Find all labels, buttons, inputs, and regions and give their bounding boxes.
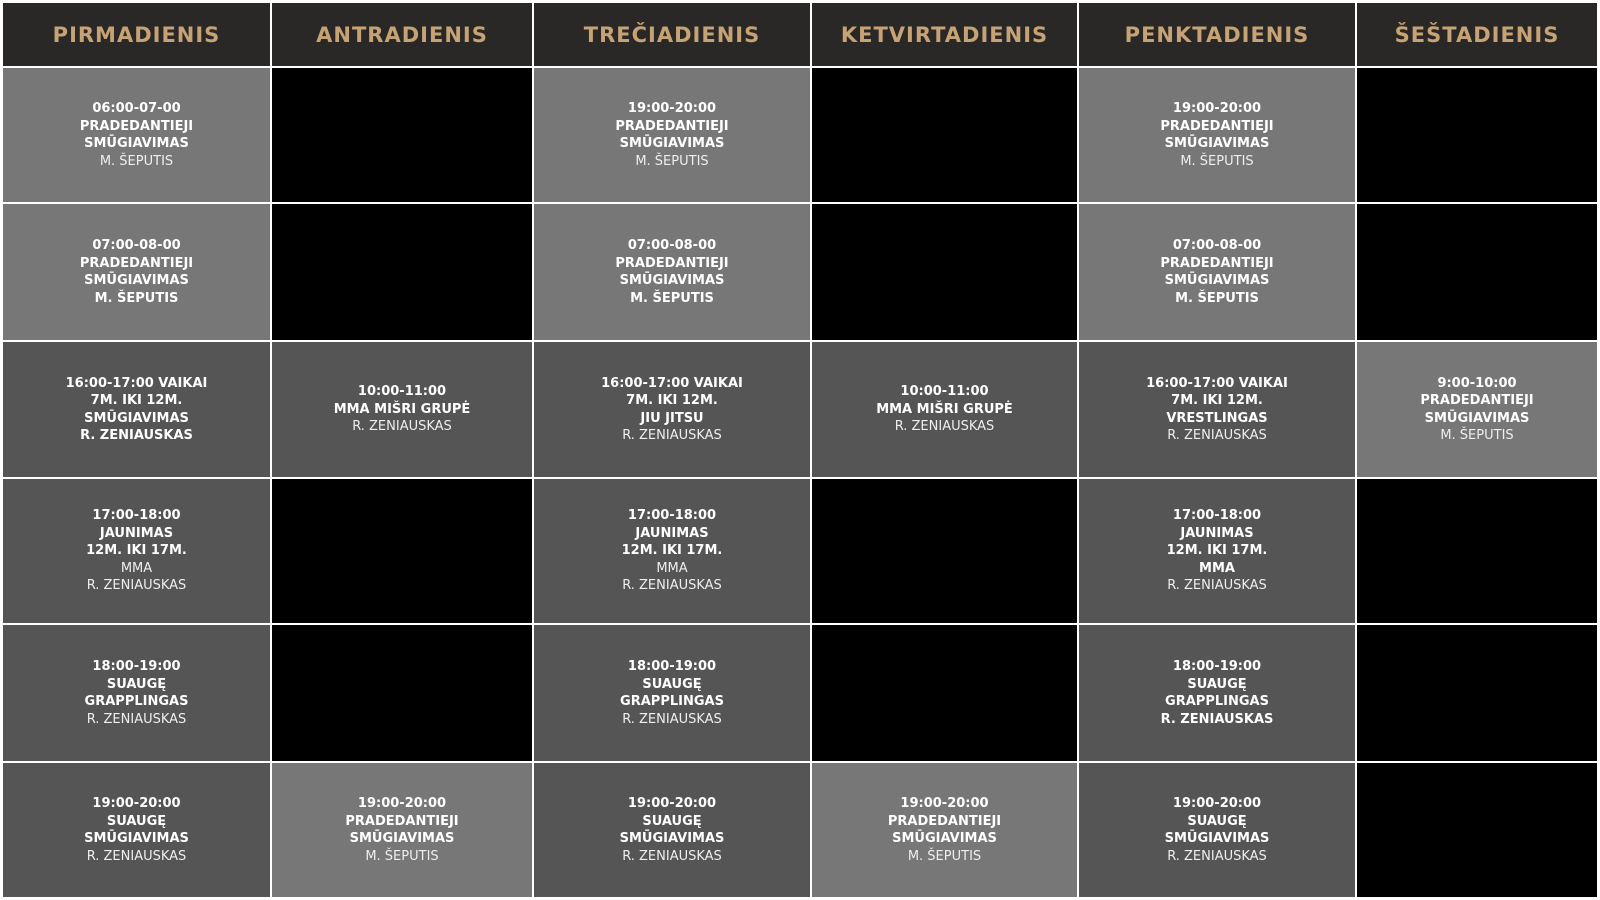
class-slot-line: 19:00-20:00 bbox=[357, 796, 447, 811]
class-slot-line: 17:00-18:00 bbox=[92, 508, 181, 524]
class-slot bbox=[534, 625, 810, 761]
class-slot-line: R. ZENIAUSKAS bbox=[1167, 428, 1267, 443]
class-slot-line: 12M. IKI 17M. bbox=[1166, 543, 1268, 559]
class-slot-line: R. ZENIAUSKAS bbox=[86, 711, 187, 727]
class-slot-line: 07:00-08-00 bbox=[92, 238, 181, 253]
empty-slot bbox=[812, 479, 1077, 623]
class-slot bbox=[272, 342, 532, 477]
class-slot-line: M. ŠEPUTIS bbox=[99, 153, 174, 169]
class-slot-line: SMŪGIAVIMAS bbox=[1164, 831, 1270, 846]
class-slot bbox=[534, 342, 810, 477]
class-slot bbox=[1079, 342, 1355, 477]
day-header: ŠEŠTADIENIS bbox=[1357, 3, 1597, 66]
class-slot-line: 17:00-18:00 bbox=[1172, 508, 1262, 524]
class-slot-line: SMŪGIAVIMAS bbox=[84, 410, 189, 426]
class-slot-line: SMŪGIAVIMAS bbox=[892, 831, 997, 846]
class-slot-line: M. ŠEPUTIS bbox=[630, 290, 714, 306]
class-slot-line: M. ŠEPUTIS bbox=[1440, 428, 1514, 443]
class-slot-line: 19:00-20:00 bbox=[1172, 101, 1262, 116]
class-slot-line: M. ŠEPUTIS bbox=[1180, 153, 1254, 169]
empty-slot bbox=[1357, 625, 1597, 761]
class-slot bbox=[534, 763, 810, 897]
class-slot-line: MMA MIŠRI GRUPĖ bbox=[876, 401, 1013, 417]
class-slot-line: 07:00-08-00 bbox=[627, 238, 717, 253]
class-slot-line: PRADEDANTIEJI bbox=[79, 118, 194, 134]
class-slot-line: PRADEDANTIEJI bbox=[887, 813, 1002, 829]
class-slot-line: PRADEDANTIEJI bbox=[79, 255, 194, 271]
class-slot-line: M. ŠEPUTIS bbox=[365, 848, 439, 864]
class-slot-line: 12M. IKI 17M. bbox=[86, 543, 187, 559]
class-slot-line: SUAUGĘ bbox=[642, 676, 702, 692]
empty-slot bbox=[272, 204, 532, 340]
class-slot-line: 18:00-19:00 bbox=[1172, 659, 1262, 674]
class-slot-line: 18:00-19:00 bbox=[627, 659, 717, 674]
class-slot-line: 07:00-08-00 bbox=[1172, 238, 1262, 253]
class-slot-line: SUAUGĘ bbox=[1187, 813, 1247, 829]
class-slot-line: 19:00-20:00 bbox=[92, 796, 181, 811]
class-slot-line: M. ŠEPUTIS bbox=[94, 290, 179, 306]
class-slot bbox=[3, 204, 270, 340]
class-slot-line: 16:00-17:00 VAIKAI bbox=[1146, 375, 1288, 391]
class-slot bbox=[3, 763, 270, 897]
class-slot-line: VRESTLINGAS bbox=[1166, 410, 1268, 426]
day-header: TREČIADIENIS bbox=[534, 3, 810, 66]
class-slot bbox=[1079, 479, 1355, 623]
class-slot-line: 18:00-19:00 bbox=[92, 659, 181, 674]
class-slot-line: GRAPPLINGAS bbox=[620, 694, 724, 709]
class-slot-line: 06:00-07-00 bbox=[92, 101, 181, 116]
class-slot-line: 19:00-20:00 bbox=[1172, 796, 1262, 811]
class-slot-line: SUAUGĘ bbox=[642, 813, 702, 829]
class-slot-line: SUAUGĘ bbox=[106, 676, 167, 692]
class-slot-line: PRADEDANTIEJI bbox=[1160, 118, 1274, 134]
class-slot-line: 16:00-17:00 VAIKAI bbox=[601, 375, 743, 391]
class-slot-line: 12M. IKI 17M. bbox=[621, 543, 723, 559]
class-slot-line: R. ZENIAUSKAS bbox=[1167, 848, 1267, 864]
class-slot bbox=[812, 763, 1077, 897]
class-slot bbox=[3, 625, 270, 761]
class-slot-line: SMŪGIAVIMAS bbox=[619, 136, 725, 151]
class-slot-line: PRADEDANTIEJI bbox=[1420, 393, 1534, 408]
empty-slot bbox=[1357, 68, 1597, 202]
class-slot-line: GRAPPLINGAS bbox=[84, 694, 189, 709]
empty-slot bbox=[1357, 204, 1597, 340]
class-slot-line: 19:00-20:00 bbox=[900, 796, 989, 811]
class-slot-line: SMŪGIAVIMAS bbox=[619, 831, 725, 846]
empty-slot bbox=[812, 625, 1077, 761]
class-slot bbox=[812, 342, 1077, 477]
empty-slot bbox=[812, 68, 1077, 202]
class-slot-line: R. ZENIAUSKAS bbox=[86, 578, 187, 594]
class-slot-line: SUAUGĘ bbox=[106, 813, 167, 829]
class-slot bbox=[3, 479, 270, 623]
class-slot-line: MMA bbox=[120, 560, 153, 576]
class-slot bbox=[272, 763, 532, 897]
class-slot-line: PRADEDANTIEJI bbox=[345, 813, 459, 829]
class-slot-line: SUAUGĘ bbox=[1187, 676, 1247, 692]
class-slot bbox=[3, 342, 270, 477]
class-slot-line: JAUNIMAS bbox=[1180, 525, 1254, 541]
class-slot-line: 7M. IKI 12M. bbox=[1171, 393, 1263, 408]
class-slot-line: 16:00-17:00 VAIKAI bbox=[65, 375, 208, 391]
class-slot-line: JAUNIMAS bbox=[99, 525, 174, 541]
class-slot-line: R. ZENIAUSKAS bbox=[80, 428, 193, 443]
class-slot bbox=[3, 68, 270, 202]
class-slot-line: SMŪGIAVIMAS bbox=[1424, 410, 1530, 426]
class-slot bbox=[1079, 68, 1355, 202]
class-slot-line: M. ŠEPUTIS bbox=[907, 848, 982, 864]
class-slot bbox=[534, 204, 810, 340]
empty-slot bbox=[812, 204, 1077, 340]
class-slot-line: MMA bbox=[656, 560, 688, 576]
class-slot-line: SMŪGIAVIMAS bbox=[84, 136, 189, 151]
class-slot-line: JAUNIMAS bbox=[635, 525, 709, 541]
class-slot bbox=[1079, 204, 1355, 340]
class-slot-line: PRADEDANTIEJI bbox=[1160, 255, 1274, 271]
class-slot-line: SMŪGIAVIMAS bbox=[349, 831, 455, 846]
class-slot-line: R. ZENIAUSKAS bbox=[622, 848, 722, 864]
class-slot-line: SMŪGIAVIMAS bbox=[619, 273, 725, 288]
class-slot bbox=[1079, 625, 1355, 761]
class-slot-line: R. ZENIAUSKAS bbox=[1167, 578, 1267, 594]
class-slot-line: 7M. IKI 12M. bbox=[90, 393, 183, 408]
class-slot-line: SMŪGIAVIMAS bbox=[1164, 273, 1270, 288]
class-slot-line: 19:00-20:00 bbox=[627, 101, 717, 116]
class-slot-line: MMA MIŠRI GRUPĖ bbox=[333, 401, 471, 417]
class-slot-line: R. ZENIAUSKAS bbox=[86, 848, 187, 864]
class-slot-line: R. ZENIAUSKAS bbox=[622, 428, 722, 443]
class-slot-line: SMŪGIAVIMAS bbox=[1164, 136, 1270, 151]
class-slot-line: 10:00-11:00 bbox=[900, 384, 989, 400]
class-slot-line: JIU JITSU bbox=[640, 410, 704, 426]
empty-slot bbox=[1357, 479, 1597, 623]
day-header: PENKTADIENIS bbox=[1079, 3, 1355, 66]
class-slot-line: M. ŠEPUTIS bbox=[635, 153, 709, 169]
class-slot-line: 10:00-11:00 bbox=[357, 384, 447, 400]
class-slot-line: PRADEDANTIEJI bbox=[615, 118, 729, 134]
class-slot-line: M. ŠEPUTIS bbox=[1175, 290, 1259, 306]
class-slot-line: 19:00-20:00 bbox=[627, 796, 717, 811]
class-slot-line: R. ZENIAUSKAS bbox=[622, 711, 722, 727]
class-slot-line: MMA bbox=[1199, 560, 1235, 576]
class-slot-line: 17:00-18:00 bbox=[627, 508, 717, 524]
day-header: ANTRADIENIS bbox=[272, 3, 532, 66]
empty-slot bbox=[272, 479, 532, 623]
class-slot-line: R. ZENIAUSKAS bbox=[352, 419, 452, 435]
class-slot-line: R. ZENIAUSKAS bbox=[1160, 711, 1274, 727]
class-slot-line: SMŪGIAVIMAS bbox=[84, 831, 189, 846]
class-slot bbox=[534, 479, 810, 623]
empty-slot bbox=[1357, 763, 1597, 897]
day-header: KETVIRTADIENIS bbox=[812, 3, 1077, 66]
class-slot-line: R. ZENIAUSKAS bbox=[622, 578, 722, 594]
empty-slot bbox=[272, 625, 532, 761]
class-slot bbox=[534, 68, 810, 202]
class-slot-line: 7M. IKI 12M. bbox=[626, 393, 718, 408]
class-slot-line: SMŪGIAVIMAS bbox=[84, 273, 189, 288]
class-slot bbox=[1357, 342, 1597, 477]
class-slot-line: 9:00-10:00 bbox=[1437, 375, 1517, 391]
class-slot bbox=[1079, 763, 1355, 897]
class-slot-line: GRAPPLINGAS bbox=[1165, 694, 1269, 709]
empty-slot bbox=[272, 68, 532, 202]
class-slot-line: R. ZENIAUSKAS bbox=[894, 419, 995, 435]
day-header: PIRMADIENIS bbox=[3, 3, 270, 66]
class-slot-line: PRADEDANTIEJI bbox=[615, 255, 729, 271]
